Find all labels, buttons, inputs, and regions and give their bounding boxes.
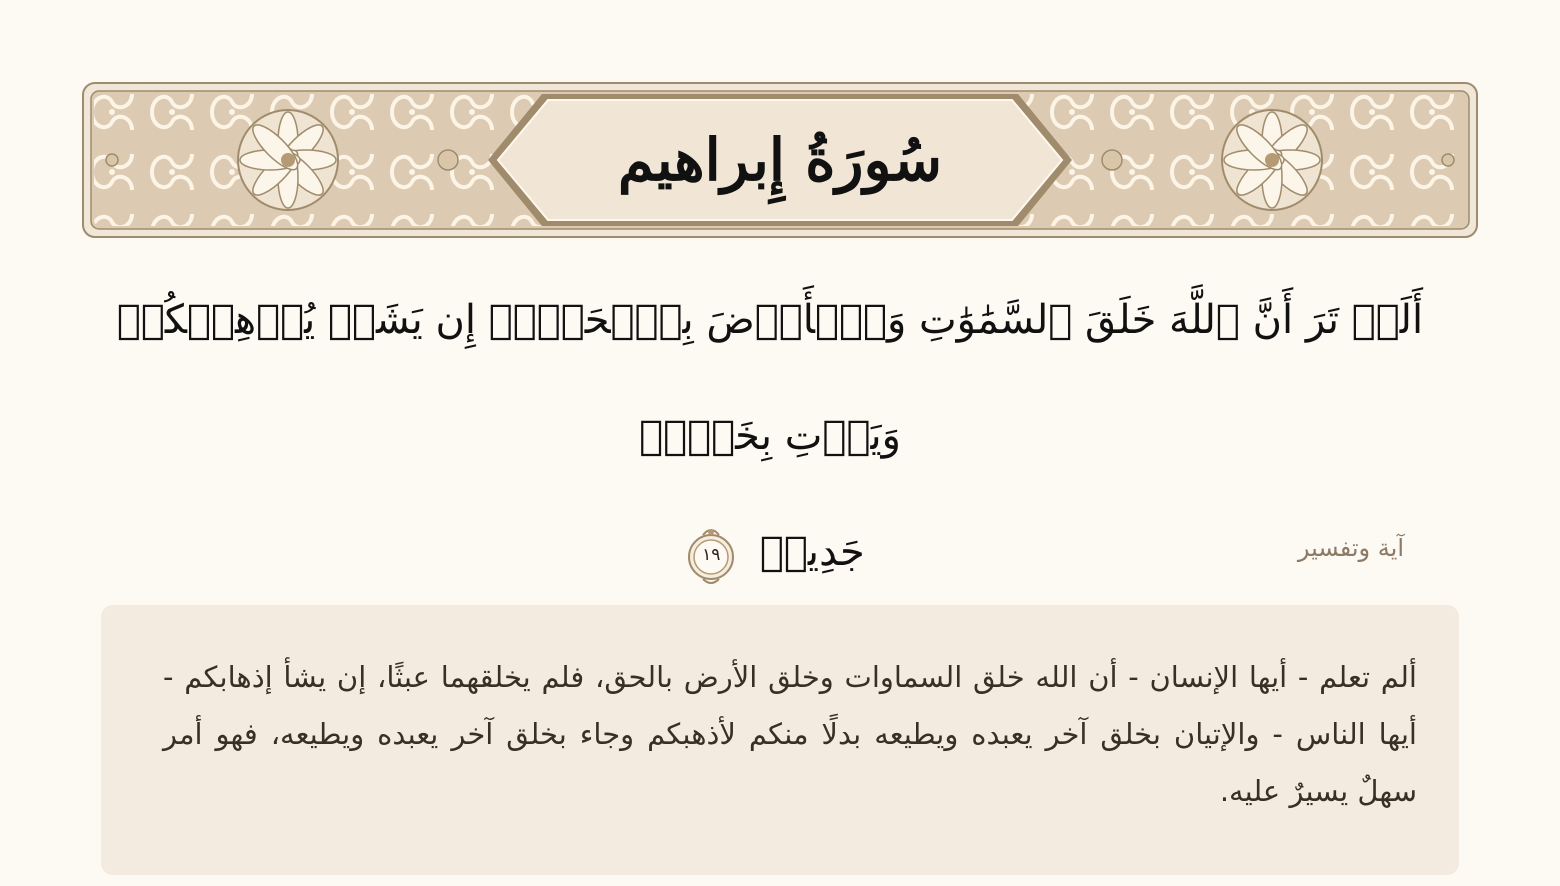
ayah-text: [100, 262, 1440, 610]
section-label: آية وتفسير: [1297, 534, 1404, 562]
ayah-number-marker: [685, 525, 737, 585]
tafsir-text: ألم تعلم - أيها الإنسان - أن الله خلق السماوات وخلق الأرض بالحق، فلم يخلقهما عبثًا، إن يشأ إذهابكم - أيها الناس - والإتيان بخلق آخر يعبده ويطيعه بدلًا منكم لأذهبكم وجاء بخلق آخر يعبده ويطيعه، فهو أمر سهلٌ يسيرٌ عليه.: [163, 660, 1417, 808]
ayah-number: ١٩: [702, 544, 721, 565]
ayah-text-end: جَدِيدٖ: [759, 529, 865, 575]
tafsir-panel: [101, 605, 1459, 875]
ayah-text-main: أَلَمۡ تَرَ أَنَّ ٱللَّهَ خَلَقَ ٱلسَّمَٰوَٰتِ وَٱلۡأَرۡضَ بِٱلۡحَقِّۚ إِن يَشَأۡ يُذۡهِبۡكُمۡ وَيَأۡتِ بِخَلۡقٖ: [116, 297, 1424, 459]
surah-title: سُورَةُ إِبراهيم: [617, 126, 943, 194]
